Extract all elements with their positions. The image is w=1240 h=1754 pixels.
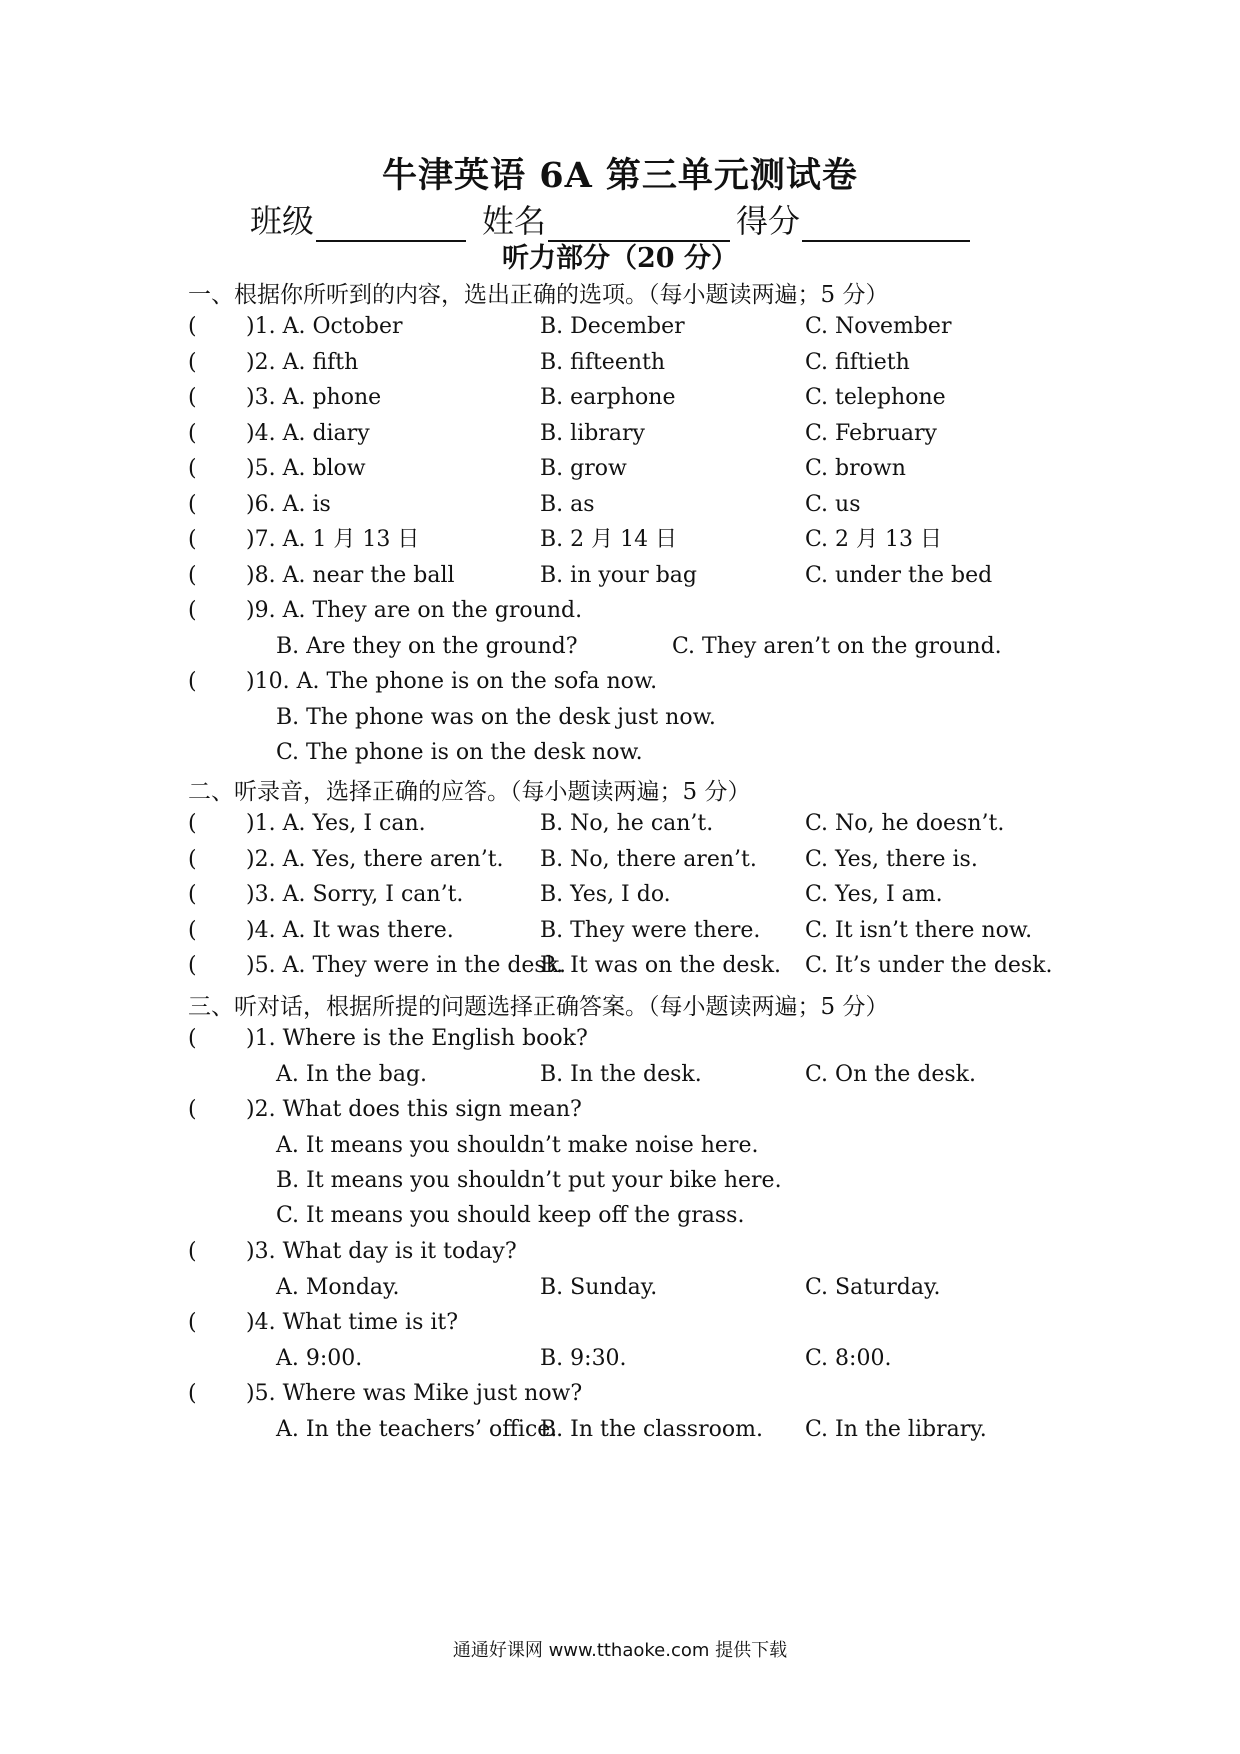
option-c: C. On the desk. <box>805 1062 976 1087</box>
question-text: )5. Where was Mike just now? <box>246 1381 583 1406</box>
option-b: B. They were there. <box>540 917 761 943</box>
option-b: B. 9:30. <box>540 1346 627 1371</box>
option-b: B. library <box>540 420 645 446</box>
question-row <box>0 916 1240 946</box>
question-option-a: )5. A. They were in the desk. <box>246 953 567 978</box>
question-option-a: )4. A. It was there. <box>246 917 454 943</box>
answer-paren[interactable]: ( <box>188 314 197 339</box>
option-b: B. It means you shouldn’t put your bike here. <box>276 1168 782 1193</box>
option-a: A. 9:00. <box>276 1346 363 1371</box>
option-c: C. In the library. <box>805 1417 987 1442</box>
part3-q1-options <box>0 1060 1240 1090</box>
option-c: C. telephone <box>805 385 946 410</box>
option-c: C. The phone is on the desk now. <box>276 740 643 765</box>
option-c: C. fiftieth <box>805 349 910 375</box>
part3-q2 <box>0 1095 1240 1125</box>
question-row <box>0 845 1240 875</box>
part3-q3 <box>0 1237 1240 1267</box>
part3-heading: 三、听对话，根据所提的问题选择正确答案。（每小题读两遍；5 分） <box>188 994 889 1020</box>
answer-paren[interactable]: ( <box>188 456 197 481</box>
option-c: C. It isn’t there now. <box>805 917 1033 943</box>
option-b: B. as <box>540 491 595 517</box>
option-c: C. They aren’t on the ground. <box>672 634 1002 659</box>
option-c: C. November <box>805 314 952 339</box>
option-b: B. No, there aren’t. <box>540 846 757 872</box>
option-c: C. It’s under the desk. <box>805 953 1053 978</box>
question-row <box>0 419 1240 449</box>
part3-q4-options <box>0 1344 1240 1374</box>
option-b: B. 2 月 14 日 <box>540 527 678 552</box>
question-option-a: )1. A. Yes, I can. <box>246 811 426 836</box>
part1-q9-options <box>0 632 1240 662</box>
answer-paren[interactable]: ( <box>188 491 197 517</box>
option-c: C. 8:00. <box>805 1346 892 1371</box>
question-text: )10. A. The phone is on the sofa now. <box>246 669 658 694</box>
question-row <box>0 454 1240 484</box>
part3-q5 <box>0 1379 1240 1409</box>
question-text: )3. What day is it today? <box>246 1239 517 1264</box>
option-c: C. It means you should keep off the grass. <box>276 1203 745 1228</box>
answer-paren[interactable]: ( <box>188 385 197 410</box>
option-c: C. No, he doesn’t. <box>805 811 1005 836</box>
answer-paren[interactable]: ( <box>188 1239 197 1264</box>
option-b: B. It was on the desk. <box>540 953 782 978</box>
question-text: )4. What time is it? <box>246 1310 459 1335</box>
question-text: )1. Where is the English book? <box>246 1026 588 1051</box>
question-option-a: )2. A. Yes, there aren’t. <box>246 846 504 872</box>
answer-paren[interactable]: ( <box>188 882 197 907</box>
part3-q5-options <box>0 1415 1240 1445</box>
option-c: C. February <box>805 420 937 446</box>
question-text: )9. A. They are on the ground. <box>246 598 583 623</box>
answer-paren[interactable]: ( <box>188 1026 197 1051</box>
question-row <box>0 561 1240 591</box>
answer-paren[interactable]: ( <box>188 420 197 446</box>
page-title: 牛津英语 6A 第三单元测试卷 <box>382 155 858 196</box>
option-b: B. The phone was on the desk just now. <box>276 705 716 730</box>
answer-paren[interactable]: ( <box>188 669 197 694</box>
option-a: A. Monday. <box>276 1275 400 1300</box>
option-b: B. December <box>540 314 685 339</box>
question-option-a: )3. A. phone <box>246 385 382 410</box>
question-row <box>0 383 1240 413</box>
option-b: B. Yes, I do. <box>540 882 671 907</box>
answer-paren[interactable]: ( <box>188 598 197 623</box>
option-b: B. Are they on the ground? <box>276 634 578 659</box>
section-subtitle: 听力部分（20 分） <box>502 243 738 274</box>
part1-q10-option-b <box>0 703 1240 733</box>
part3-q1 <box>0 1024 1240 1054</box>
answer-paren[interactable]: ( <box>188 562 197 588</box>
option-c: C. 2 月 13 日 <box>805 527 943 552</box>
question-option-a: )1. A. October <box>246 314 403 339</box>
option-b: B. In the classroom. <box>540 1417 763 1442</box>
option-a: A. In the bag. <box>276 1062 428 1087</box>
part1-q9 <box>0 596 1240 626</box>
option-b: B. grow <box>540 456 627 481</box>
part1-q10-option-c <box>0 738 1240 768</box>
part3-q2-option-b <box>0 1166 1240 1196</box>
option-c: C. brown <box>805 456 906 481</box>
part1-heading: 一、根据你所听到的内容，选出正确的选项。（每小题读两遍；5 分） <box>188 282 889 308</box>
answer-paren[interactable]: ( <box>188 953 197 978</box>
question-option-a: )6. A. is <box>246 491 331 517</box>
question-row <box>0 951 1240 981</box>
question-text: )2. What does this sign mean? <box>246 1097 582 1122</box>
option-b: B. in your bag <box>540 562 697 588</box>
part3-q2-option-a <box>0 1131 1240 1161</box>
score-label: 得分 <box>736 202 801 240</box>
part3-q3-options <box>0 1273 1240 1303</box>
question-row <box>0 490 1240 520</box>
answer-paren[interactable]: ( <box>188 917 197 943</box>
question-option-a: )3. A. Sorry, I can’t. <box>246 882 464 907</box>
part3-q2-option-c <box>0 1201 1240 1231</box>
option-a: A. It means you shouldn’t make noise here. <box>276 1133 759 1158</box>
answer-paren[interactable]: ( <box>188 811 197 836</box>
question-row <box>0 809 1240 839</box>
question-row <box>0 880 1240 910</box>
answer-paren[interactable]: ( <box>188 846 197 872</box>
question-option-a: )4. A. diary <box>246 420 370 446</box>
option-b: B. fifteenth <box>540 349 666 375</box>
question-row <box>0 525 1240 555</box>
option-b: B. No, he can’t. <box>540 811 714 836</box>
answer-paren[interactable]: ( <box>188 1381 197 1406</box>
part3-q4 <box>0 1308 1240 1338</box>
option-a: A. In the teachers’ office. <box>276 1417 558 1442</box>
option-c: C. Saturday. <box>805 1275 941 1300</box>
answer-paren[interactable]: ( <box>188 1097 197 1122</box>
answer-paren[interactable]: ( <box>188 349 197 375</box>
question-option-a: )8. A. near the ball <box>246 562 455 588</box>
answer-paren[interactable]: ( <box>188 527 197 552</box>
answer-paren[interactable]: ( <box>188 1310 197 1335</box>
question-option-a: )5. A. blow <box>246 456 366 481</box>
option-c: C. us <box>805 491 861 517</box>
option-b: B. In the desk. <box>540 1062 702 1087</box>
question-row <box>0 312 1240 342</box>
option-c: C. Yes, there is. <box>805 846 978 872</box>
part1-q10 <box>0 667 1240 697</box>
name-label: 姓名 <box>482 202 547 240</box>
option-b: B. Sunday. <box>540 1275 658 1300</box>
footer-watermark: 通通好课网 www.tthaoke.com 提供下载 <box>452 1640 788 1661</box>
question-option-a: )2. A. fifth <box>246 349 359 375</box>
option-b: B. earphone <box>540 385 676 410</box>
part2-heading: 二、听录音，选择正确的应答。（每小题读两遍；5 分） <box>188 779 751 805</box>
question-row <box>0 348 1240 378</box>
question-option-a: )7. A. 1 月 13 日 <box>246 527 420 552</box>
class-label: 班级 <box>250 202 315 240</box>
option-c: C. under the bed <box>805 562 993 588</box>
option-c: C. Yes, I am. <box>805 882 943 907</box>
